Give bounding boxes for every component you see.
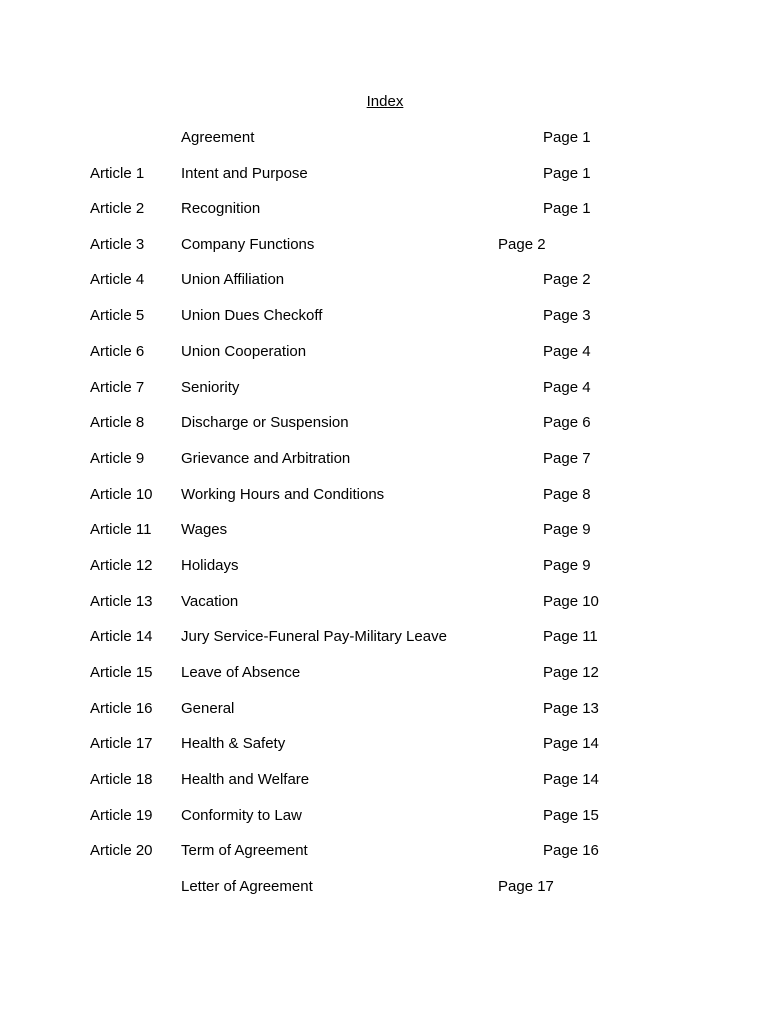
article-number: Article 9 — [90, 450, 145, 467]
article-number: Article 18 — [90, 771, 153, 788]
index-entry — [0, 199, 770, 219]
index-entry — [0, 342, 770, 362]
index-entry — [0, 556, 770, 576]
article-number: Article 5 — [90, 307, 145, 324]
entry-title: Grievance and Arbitration — [181, 450, 351, 467]
page-reference: Page 7 — [543, 450, 591, 467]
index-entry — [0, 592, 770, 612]
page-reference: Page 4 — [543, 379, 591, 396]
index-entry — [0, 128, 770, 148]
entry-title: Vacation — [181, 593, 239, 610]
article-number: Article 6 — [90, 343, 145, 360]
page-reference: Page 12 — [543, 664, 599, 681]
index-title: Index — [366, 93, 404, 110]
article-number: Article 16 — [90, 700, 153, 717]
entry-title: Jury Service-Funeral Pay-Military Leave — [181, 628, 447, 645]
page-reference: Page 13 — [543, 700, 599, 717]
article-number: Article 14 — [90, 628, 153, 645]
index-entry — [0, 449, 770, 469]
entry-title: Union Dues Checkoff — [181, 307, 323, 324]
article-number: Article 4 — [90, 271, 145, 288]
page-reference: Page 1 — [543, 200, 591, 217]
page-reference: Page 11 — [543, 628, 598, 645]
entry-title: Recognition — [181, 200, 261, 217]
index-entry — [0, 235, 770, 255]
page-reference: Page 2 — [498, 236, 546, 253]
page-reference: Page 6 — [543, 414, 591, 431]
article-number: Article 10 — [90, 486, 153, 503]
article-number: Article 15 — [90, 664, 153, 681]
entry-title: Holidays — [181, 557, 239, 574]
page-reference: Page 16 — [543, 842, 599, 859]
index-entry — [0, 699, 770, 719]
entry-title: Union Cooperation — [181, 343, 307, 360]
page-reference: Page 3 — [543, 307, 591, 324]
page-reference: Page 10 — [543, 593, 599, 610]
entry-title: Wages — [181, 521, 228, 538]
index-entry — [0, 877, 770, 897]
index-entry — [0, 663, 770, 683]
index-entry — [0, 413, 770, 433]
entry-title: Conformity to Law — [181, 807, 302, 824]
entry-title: Seniority — [181, 379, 240, 396]
page-reference: Page 9 — [543, 521, 591, 538]
article-number: Article 2 — [90, 200, 145, 217]
page-reference: Page 15 — [543, 807, 599, 824]
entry-title: Working Hours and Conditions — [181, 486, 385, 503]
entry-title: Health & Safety — [181, 735, 286, 752]
page-reference: Page 2 — [543, 271, 591, 288]
index-entry — [0, 378, 770, 398]
article-number: Article 17 — [90, 735, 153, 752]
index-entry — [0, 485, 770, 505]
article-number: Article 8 — [90, 414, 145, 431]
entry-title: Discharge or Suspension — [181, 414, 349, 431]
page-reference: Page 8 — [543, 486, 591, 503]
index-entry — [0, 806, 770, 826]
entry-title: Intent and Purpose — [181, 165, 308, 182]
index-entry — [0, 164, 770, 184]
article-number: Article 7 — [90, 379, 145, 396]
entry-title: General — [181, 700, 235, 717]
entry-title: Term of Agreement — [181, 842, 308, 859]
entry-title: Letter of Agreement — [181, 878, 313, 895]
article-number: Article 1 — [90, 165, 145, 182]
entry-title: Agreement — [181, 129, 255, 146]
page-reference: Page 17 — [498, 878, 554, 895]
article-number: Article 20 — [90, 842, 153, 859]
page-reference: Page 1 — [543, 129, 591, 146]
page-reference: Page 14 — [543, 771, 599, 788]
index-entry — [0, 306, 770, 326]
page-reference: Page 9 — [543, 557, 591, 574]
page-reference: Page 1 — [543, 165, 591, 182]
article-number: Article 11 — [90, 521, 152, 538]
page-reference: Page 4 — [543, 343, 591, 360]
index-entry — [0, 520, 770, 540]
article-number: Article 3 — [90, 236, 145, 253]
article-number: Article 13 — [90, 593, 153, 610]
index-entry — [0, 627, 770, 647]
entry-title: Union Affiliation — [181, 271, 285, 288]
index-entry — [0, 734, 770, 754]
entry-title: Company Functions — [181, 236, 315, 253]
index-entry — [0, 270, 770, 290]
article-number: Article 12 — [90, 557, 153, 574]
entry-title: Health and Welfare — [181, 771, 310, 788]
article-number: Article 19 — [90, 807, 153, 824]
index-entry — [0, 841, 770, 861]
entry-title: Leave of Absence — [181, 664, 301, 681]
page-reference: Page 14 — [543, 735, 599, 752]
index-entry — [0, 770, 770, 790]
